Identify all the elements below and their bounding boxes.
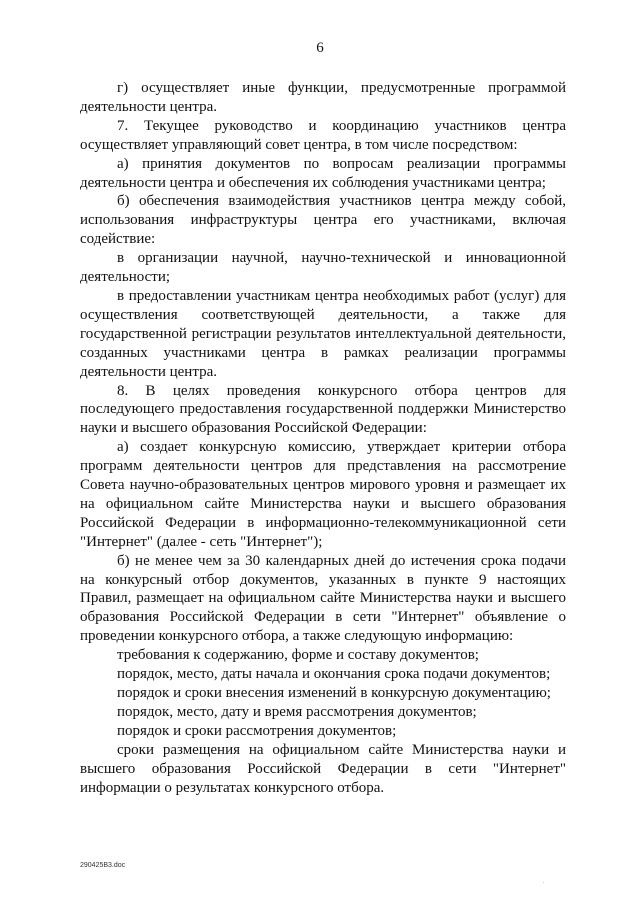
paragraph-7a: а) принятия документов по вопросам реализации программы деятельности центра и обеспечения их соблюдения участниками центра; bbox=[80, 155, 566, 191]
paragraph-g-other-functions: г) осуществляет иные функции, предусмотренные программой деятельности центра. bbox=[80, 80, 566, 115]
footer-filename: 290425В3.doc bbox=[80, 862, 126, 869]
paragraph-8a: а) создает конкурсную комиссию, утверждает критерии отбора программ деятельности центров для представления на рассмотрение Совета научно-образовательных центров мирового уровня и размещает их на официальном сайте Министерства науки и высшего образования Российской Федерации в информационно-телекоммуникационной сети "Интернет" (далее - сеть "Интернет"); bbox=[80, 439, 566, 550]
list-item-submission-dates: порядок, место, даты начала и окончания срока подачи документов; bbox=[117, 666, 551, 683]
list-item-requirements: требования к содержанию, форме и составу документов; bbox=[117, 647, 479, 664]
paragraph-7b-services: в предоставлении участникам центра необходимых работ (услуг) для осуществления соответствующей деятельности, а также для государственной регистрации результатов интеллектуальной деятельности, созданных участниками центра в рамках реализации программы деятельности центра. bbox=[80, 287, 566, 380]
paragraph-8b: б) не менее чем за 30 календарных дней до истечения срока подачи на конкурсный отбор документов, указанных в пункте 9 настоящих Правил, размещает на официальном сайте Министерства науки и высшего образования Российской Федерации в сети "Интернет" объявление о проведении конкурсного отбора, а также следующую информацию: bbox=[80, 552, 566, 645]
document-body bbox=[80, 79, 566, 797]
list-item-publication-terms: сроки размещения на официальном сайте Министерства науки и высшего образования Российской Федерации в сети "Интернет" информации о результатах конкурсного отбора. bbox=[80, 741, 566, 796]
paragraph-7b-organization: в организации научной, научно-технической и инновационной деятельности; bbox=[80, 250, 566, 286]
list-item-changes: порядок и сроки внесения изменений в конкурсную документацию; bbox=[117, 685, 551, 701]
paragraph-7-management: 7. Текущее руководство и координацию участников центра осуществляет управляющий совет центра, в том числе посредством: bbox=[80, 117, 566, 153]
list-item-review-terms: порядок и сроки рассмотрения документов; bbox=[117, 722, 397, 739]
list-item-review-place-time: порядок, место, дату и время рассмотрения документов; bbox=[117, 703, 477, 720]
paragraph-7b: б) обеспечения взаимодействия участников центра между собой, использования инфраструктуры центра его участниками, включая содействие: bbox=[80, 193, 566, 248]
page-number: 6 bbox=[316, 40, 324, 56]
paragraph-8-selection: 8. В целях проведения конкурсного отбора центров для последующего предоставления государственной поддержки Министерство науки и высшего образования Российской Федерации: bbox=[80, 382, 566, 437]
footer-mark: . bbox=[543, 879, 545, 885]
